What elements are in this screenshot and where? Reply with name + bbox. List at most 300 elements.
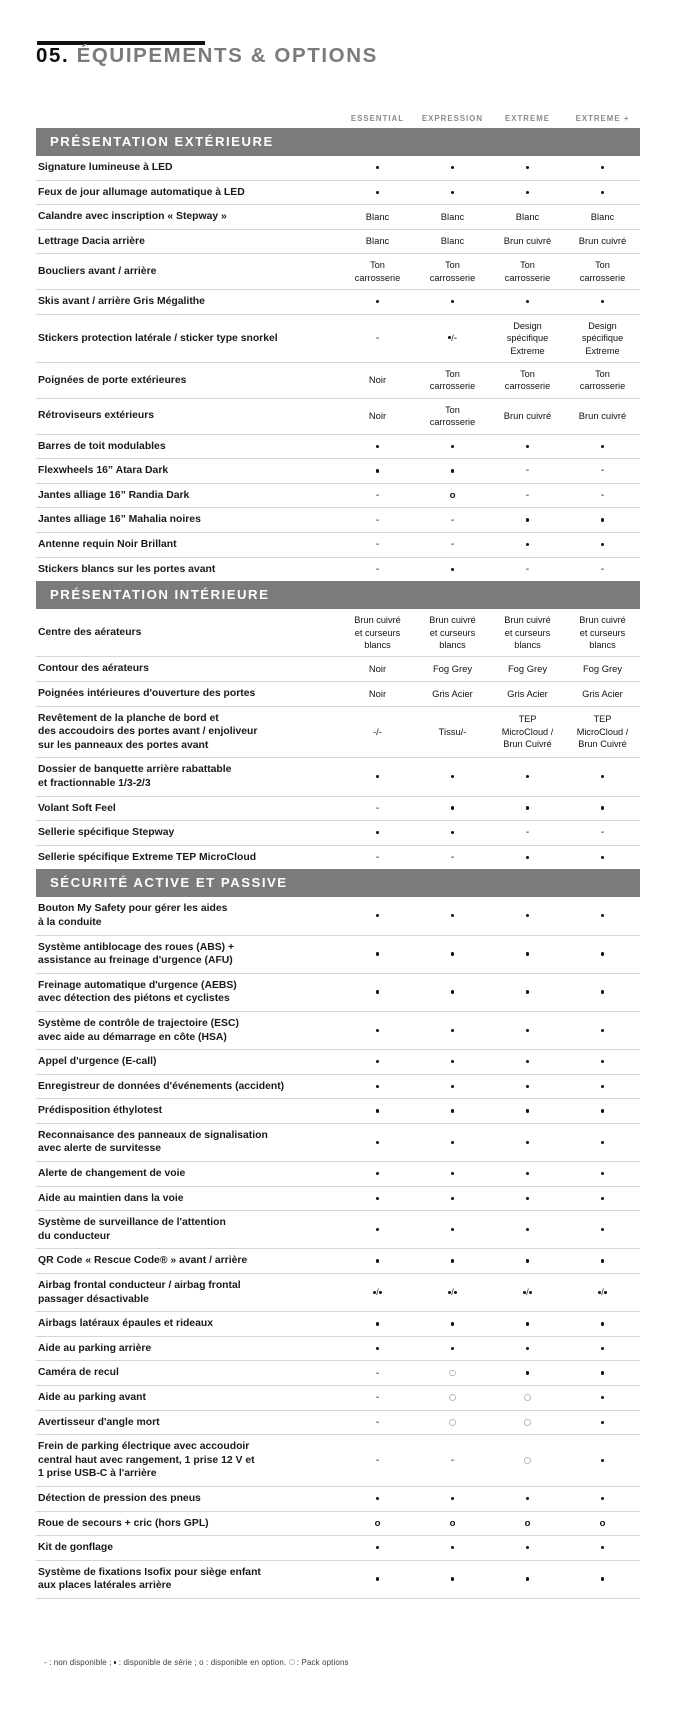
feature-value-col2 (415, 1186, 490, 1211)
standard-dot-icon (376, 445, 379, 448)
standard-dot-icon (601, 1172, 604, 1175)
standard-dot-icon (601, 300, 604, 303)
feature-label: Calandre avec inscription « Stepway » (36, 205, 340, 230)
table-row (36, 483, 640, 508)
feature-value-col1 (340, 1249, 415, 1274)
feature-value-col1 (340, 1410, 415, 1435)
feature-value-col2 (415, 1486, 490, 1511)
pack-circle-icon (449, 1394, 456, 1401)
feature-label: Enregistreur de données d'événements (accident) (36, 1074, 340, 1099)
table-row (36, 657, 640, 682)
feature-value-col2 (415, 897, 490, 935)
standard-dot-icon (451, 1029, 454, 1032)
feature-value-col2 (415, 845, 490, 869)
feature-value-col1 (340, 1074, 415, 1099)
standard-dot-icon (526, 1197, 529, 1200)
standard-dot-icon (529, 1291, 532, 1294)
feature-value-col2 (415, 508, 490, 533)
feature-label: Prédisposition éthylotest (36, 1099, 340, 1124)
not-available-dash: - (450, 514, 455, 526)
feature-value-col2 (415, 1361, 490, 1386)
feature-value-col4 (565, 180, 640, 205)
feature-value-col1 (340, 1312, 415, 1337)
feature-label: Stickers protection latérale / sticker type snorkel (36, 314, 340, 362)
feature-value-col3 (490, 897, 565, 935)
not-available-dash: - (525, 563, 530, 575)
section-header-row (36, 128, 640, 156)
standard-dot-icon (451, 1546, 454, 1549)
standard-dot-icon (526, 1371, 529, 1374)
feature-label: Reconnaisance des panneaux de signalisation avec alerte de survitesse (36, 1123, 340, 1161)
table-row (36, 1536, 640, 1561)
feature-value-col4: TEP MicroCloud / Brun Cuivré (565, 706, 640, 758)
feature-value-col3 (490, 1435, 565, 1487)
feature-value-col4 (565, 1186, 640, 1211)
feature-value-col3 (490, 1050, 565, 1075)
table-row (36, 1274, 640, 1312)
feature-value-col1: / (340, 1274, 415, 1312)
feature-value-col1: -/- (340, 706, 415, 758)
standard-dot-icon (601, 1546, 604, 1549)
feature-value-col2 (415, 1162, 490, 1187)
feature-value-col4: Design spécifique Extreme (565, 314, 640, 362)
standard-dot-icon (451, 1577, 454, 1580)
feature-value-col3 (490, 156, 565, 180)
feature-value-col1 (340, 1560, 415, 1598)
standard-dot-icon (376, 1322, 379, 1325)
not-available-dash: - (375, 1416, 380, 1428)
feature-value-col4 (565, 1312, 640, 1337)
table-row (36, 508, 640, 533)
not-available-dash: - (375, 539, 380, 551)
feature-value-col1: Blanc (340, 205, 415, 230)
table-row (36, 1050, 640, 1075)
page-title-text: ÉQUIPEMENTS & OPTIONS (76, 44, 378, 67)
feature-value-col1 (340, 1099, 415, 1124)
standard-dot-icon (451, 300, 454, 303)
feature-value-col2: Ton carrosserie (415, 363, 490, 399)
feature-value-col3 (490, 533, 565, 558)
standard-dot-icon (451, 1197, 454, 1200)
feature-label: Système de contrôle de trajectoire (ESC) avec aide au démarrage en côte (HSA) (36, 1011, 340, 1049)
feature-value-col1: Ton carrosserie (340, 254, 415, 290)
feature-value-col2: Brun cuivré et curseurs blancs (429, 615, 476, 650)
not-available-dash: - (375, 514, 380, 526)
feature-value-col2 (415, 1312, 490, 1337)
feature-value-col2 (415, 533, 490, 558)
standard-dot-icon (451, 1109, 454, 1112)
feature-value-col3 (490, 1074, 565, 1099)
standard-dot-icon (376, 1085, 379, 1088)
feature-label: Volant Soft Feel (36, 796, 340, 821)
feature-value-col3: Gris Acier (490, 682, 565, 707)
table-row (36, 205, 640, 230)
standard-dot-icon (451, 445, 454, 448)
standard-dot-icon (376, 1228, 379, 1231)
feature-value-col3: TEP MicroCloud / Brun Cuivré (490, 706, 565, 758)
feature-value-col2: Fog Grey (415, 657, 490, 682)
feature-value-col4 (565, 1361, 640, 1386)
not-available-dash: - (375, 1392, 380, 1404)
feature-value-col4 (565, 1511, 640, 1536)
feature-value-col2 (415, 290, 490, 315)
feature-value-col2 (415, 459, 490, 484)
standard-dot-icon (601, 1371, 604, 1374)
feature-value-col3 (490, 180, 565, 205)
standard-dot-icon (526, 1172, 529, 1175)
legend-text-c: : Pack options (294, 1658, 349, 1667)
feature-value-col2 (415, 973, 490, 1011)
pack-circle-icon (524, 1394, 531, 1401)
standard-dot-icon (376, 191, 379, 194)
standard-dot-icon (601, 518, 604, 521)
feature-value-col2 (415, 1249, 490, 1274)
feature-value-col3: Design spécifique Extreme (490, 314, 565, 362)
feature-value-col4 (565, 156, 640, 180)
standard-dot-icon (376, 1029, 379, 1032)
standard-dot-icon (451, 1141, 454, 1144)
feature-value-col1 (340, 1050, 415, 1075)
standard-dot-icon (526, 1109, 529, 1112)
feature-label: Barres de toit modulables (36, 434, 340, 459)
feature-value-col1 (340, 1186, 415, 1211)
feature-label: Alerte de changement de voie (36, 1162, 340, 1187)
feature-value-col1: Noir (340, 657, 415, 682)
feature-value-col4: Brun cuivré (565, 229, 640, 254)
feature-value-col2 (415, 1410, 490, 1435)
feature-value-col1 (340, 434, 415, 459)
feature-value-col2: Blanc (415, 229, 490, 254)
feature-label: Aide au parking arrière (36, 1336, 340, 1361)
not-available-dash: - (450, 1454, 455, 1466)
feature-label: Rétroviseurs extérieurs (36, 398, 340, 434)
feature-value-col1 (340, 290, 415, 315)
feature-value-col3 (490, 1560, 565, 1598)
standard-dot-icon (376, 1141, 379, 1144)
feature-value-col1 (340, 483, 415, 508)
feature-label: Détection de pression des pneus (36, 1486, 340, 1511)
feature-value-col1 (340, 758, 415, 796)
feature-value-col4 (565, 1050, 640, 1075)
feature-label: Système de fixations Isofix pour siège enfant aux places latérales arrière (36, 1560, 340, 1598)
table-row (36, 314, 640, 362)
table-row (36, 1186, 640, 1211)
feature-label: Aide au parking avant (36, 1386, 340, 1411)
standard-dot-icon (451, 1259, 454, 1262)
column-header-2: EXPRESSION (421, 114, 484, 123)
standard-dot-icon (601, 1085, 604, 1088)
table-row (36, 1386, 640, 1411)
standard-dot-icon (376, 952, 379, 955)
feature-value-col4 (565, 1162, 640, 1187)
feature-value-col1 (340, 180, 415, 205)
section-title: PRÉSENTATION INTÉRIEURE (36, 581, 640, 609)
table-row (36, 1410, 640, 1435)
feature-value-col3: Brun cuivré (490, 229, 565, 254)
feature-value-col1: Noir (340, 398, 415, 434)
feature-value-col3: Ton carrosserie (490, 363, 565, 399)
standard-dot-icon (451, 568, 454, 571)
table-row (36, 1099, 640, 1124)
standard-dot-icon (526, 1141, 529, 1144)
feature-value-col4 (565, 1211, 640, 1249)
not-available-dash: - (450, 851, 455, 863)
feature-value-col1: Brun cuivré et curseurs blancs (354, 615, 401, 650)
not-available-dash: - (600, 563, 605, 575)
table-row (36, 1336, 640, 1361)
pack-circle-icon (524, 1419, 531, 1426)
feature-value-col2 (415, 796, 490, 821)
feature-value-col2 (415, 1336, 490, 1361)
standard-dot-icon (601, 1497, 604, 1500)
table-row (36, 796, 640, 821)
feature-value-col4 (565, 1435, 640, 1487)
feature-value-col4 (565, 1410, 640, 1435)
feature-value-col1 (340, 508, 415, 533)
feature-value-col2 (415, 1435, 490, 1487)
standard-dot-icon (601, 1141, 604, 1144)
standard-dot-icon (376, 1197, 379, 1200)
legend-footnote (44, 1658, 644, 1667)
feature-label: Centre des aérateurs (38, 627, 142, 638)
standard-dot-icon (376, 1259, 379, 1262)
feature-value-col3 (490, 508, 565, 533)
feature-value-col3 (490, 1123, 565, 1161)
feature-value-col2 (415, 758, 490, 796)
not-available-dash: - (450, 539, 455, 551)
feature-value-col2: Gris Acier (415, 682, 490, 707)
feature-value-col2: Ton carrosserie (415, 398, 490, 434)
feature-label: Frein de parking électrique avec accoudoir central haut avec rangement, 1 prise 12 V et 1 prise USB-C à l'arrière (36, 1435, 340, 1487)
feature-value-col1 (340, 845, 415, 869)
feature-label: Dossier de banquette arrière rabattable et fractionnable 1/3-2/3 (36, 758, 340, 796)
page-title (36, 44, 656, 68)
feature-value-col1 (340, 1511, 415, 1536)
standard-dot-icon (601, 1322, 604, 1325)
table-row (36, 398, 640, 434)
standard-dot-icon (376, 1109, 379, 1112)
option-marker: o (524, 1517, 531, 1529)
feature-value-col2 (415, 1211, 490, 1249)
feature-label: Aide au maintien dans la voie (36, 1186, 340, 1211)
feature-label: Caméra de recul (36, 1361, 340, 1386)
feature-label: QR Code « Rescue Code® » avant / arrière (36, 1249, 340, 1274)
feature-value-col3 (490, 1511, 565, 1536)
not-available-dash: - (600, 827, 605, 839)
feature-label: Freinage automatique d'urgence (AEBS) avec détection des piétons et cyclistes (36, 973, 340, 1011)
page-title-number: 05. (36, 44, 70, 67)
legend-text-b: : disponible de série ; o : disponible en option. (116, 1658, 289, 1667)
standard-dot-icon (601, 191, 604, 194)
feature-value-col3 (490, 434, 565, 459)
feature-label: Poignées de porte extérieures (36, 363, 340, 399)
feature-label: Flexwheels 16” Atara Dark (36, 459, 340, 484)
standard-dot-icon (601, 1029, 604, 1032)
table-row (36, 1511, 640, 1536)
standard-dot-icon (601, 914, 604, 917)
pack-circle-icon (449, 1370, 456, 1377)
section-title: SÉCURITÉ ACTIVE ET PASSIVE (36, 869, 640, 897)
feature-value-col3: / (490, 1274, 565, 1312)
standard-dot-icon (376, 300, 379, 303)
feature-value-col3 (490, 1211, 565, 1249)
feature-label: Sellerie spécifique Stepway (36, 821, 340, 846)
table-row (36, 1312, 640, 1337)
feature-value-col1 (340, 935, 415, 973)
table-row (36, 434, 640, 459)
table-row (36, 1361, 640, 1386)
feature-label: Boucliers avant / arrière (36, 254, 340, 290)
option-marker: o (374, 1517, 381, 1529)
feature-value-col4 (565, 973, 640, 1011)
standard-dot-icon (451, 990, 454, 993)
standard-dot-icon (526, 856, 529, 859)
feature-value-col1: Noir (340, 363, 415, 399)
feature-value-col4 (565, 1099, 640, 1124)
standard-dot-icon (601, 1259, 604, 1262)
feature-value-col3 (490, 1162, 565, 1187)
feature-value-col3: Brun cuivré (490, 398, 565, 434)
table-row (36, 609, 640, 657)
feature-value-col4: Ton carrosserie (565, 254, 640, 290)
feature-value-col1 (340, 1486, 415, 1511)
section-title: PRÉSENTATION EXTÉRIEURE (36, 128, 640, 156)
table-row (36, 706, 640, 758)
standard-dot-icon (601, 1396, 604, 1399)
feature-value-col3 (490, 459, 565, 484)
standard-dot-icon (451, 831, 454, 834)
feature-value-col2 (415, 1560, 490, 1598)
feature-value-col1 (340, 1162, 415, 1187)
feature-value-col4 (565, 935, 640, 973)
table-row (36, 1486, 640, 1511)
feature-label: Appel d'urgence (E-call) (36, 1050, 340, 1075)
standard-dot-icon (526, 1497, 529, 1500)
standard-dot-icon (526, 300, 529, 303)
feature-value-col2 (415, 483, 490, 508)
feature-value-col2 (415, 1074, 490, 1099)
standard-dot-icon (451, 191, 454, 194)
table-row (36, 229, 640, 254)
standard-dot-icon (376, 990, 379, 993)
table-row (36, 821, 640, 846)
standard-dot-icon (526, 990, 529, 993)
feature-value-col4: / (565, 1274, 640, 1312)
feature-value-col4 (565, 897, 640, 935)
standard-dot-icon (526, 445, 529, 448)
standard-dot-icon (526, 806, 529, 809)
not-available-dash: - (375, 332, 380, 344)
feature-value-col1 (340, 1211, 415, 1249)
feature-value-col3: Fog Grey (490, 657, 565, 682)
feature-value-col2: Ton carrosserie (415, 254, 490, 290)
table-row (36, 1162, 640, 1187)
feature-label: Stickers blancs sur les portes avant (36, 557, 340, 581)
standard-dot-icon (526, 543, 529, 546)
not-available-dash: - (375, 489, 380, 501)
standard-dot-icon (526, 1228, 529, 1231)
feature-value-col4: Fog Grey (565, 657, 640, 682)
table-row (36, 363, 640, 399)
feature-value-col3 (490, 796, 565, 821)
feature-value-col4 (565, 1074, 640, 1099)
standard-dot-icon (376, 1347, 379, 1350)
feature-value-col4 (565, 796, 640, 821)
feature-value-col1 (340, 533, 415, 558)
standard-dot-icon (601, 775, 604, 778)
standard-dot-icon (526, 1060, 529, 1063)
standard-dot-icon (451, 1085, 454, 1088)
feature-value-col2: /- (415, 314, 490, 362)
feature-label: Sellerie spécifique Extreme TEP MicroCloud (36, 845, 340, 869)
feature-value-col3 (490, 1361, 565, 1386)
not-available-dash: - (600, 465, 605, 477)
feature-value-col1 (340, 1336, 415, 1361)
standard-dot-icon (604, 1291, 607, 1294)
feature-value-col4 (565, 1123, 640, 1161)
feature-value-col2 (415, 1511, 490, 1536)
table-bottom-rule (36, 1598, 640, 1599)
table-row (36, 897, 640, 935)
standard-dot-icon (601, 166, 604, 169)
feature-value-col3 (490, 758, 565, 796)
standard-dot-icon (526, 166, 529, 169)
not-available-dash: - (375, 1454, 380, 1466)
feature-value-col4 (565, 1249, 640, 1274)
feature-value-col4 (565, 821, 640, 846)
standard-dot-icon (601, 856, 604, 859)
standard-dot-icon (526, 518, 529, 521)
standard-dot-icon (376, 1060, 379, 1063)
feature-value-col1 (340, 1536, 415, 1561)
standard-dot-icon (526, 1322, 529, 1325)
table-row (36, 1011, 640, 1049)
table-row (36, 156, 640, 180)
table-row (36, 845, 640, 869)
not-available-dash: - (453, 332, 458, 344)
feature-value-col1 (340, 821, 415, 846)
feature-value-col4 (565, 434, 640, 459)
feature-value-col4 (565, 1386, 640, 1411)
standard-dot-icon (451, 1228, 454, 1231)
feature-value-col1 (340, 1011, 415, 1049)
table-row (36, 1074, 640, 1099)
feature-label: Airbag frontal conducteur / airbag frontal passager désactivable (36, 1274, 340, 1312)
feature-value-col3 (490, 973, 565, 1011)
not-available-dash: - (525, 489, 530, 501)
table-row (36, 1435, 640, 1487)
table-row (36, 254, 640, 290)
feature-value-col4 (565, 459, 640, 484)
standard-dot-icon (526, 1347, 529, 1350)
not-available-dash: - (375, 851, 380, 863)
not-available-dash: - (375, 1367, 380, 1379)
feature-value-col2 (415, 1099, 490, 1124)
feature-value-col1: Blanc (340, 229, 415, 254)
standard-dot-icon (601, 1459, 604, 1462)
table-row (36, 758, 640, 796)
standard-dot-icon (451, 1172, 454, 1175)
standard-dot-icon (601, 952, 604, 955)
section-header-row (36, 581, 640, 609)
table-row (36, 682, 640, 707)
standard-dot-icon (379, 1291, 382, 1294)
feature-value-col2 (415, 557, 490, 581)
feature-value-col3 (490, 290, 565, 315)
feature-label: Kit de gonflage (36, 1536, 340, 1561)
not-available-dash: - (375, 563, 380, 575)
feature-value-col1 (340, 897, 415, 935)
